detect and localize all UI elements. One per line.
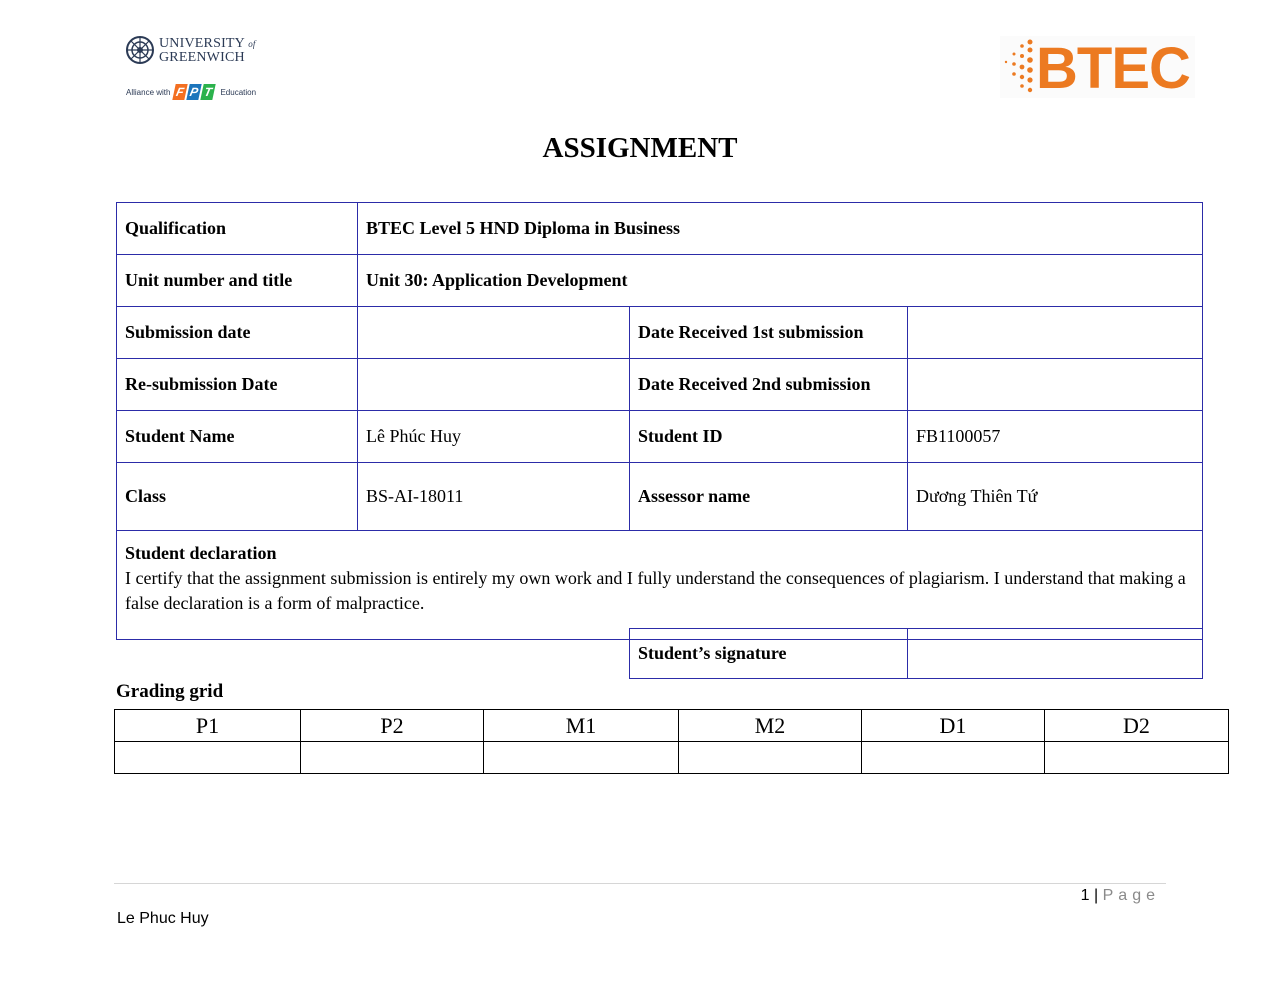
fpt-letter-t: T xyxy=(201,84,216,100)
grading-header-row xyxy=(115,710,1229,742)
signature-label: Student’s signature xyxy=(630,629,908,679)
student-name-label: Student Name xyxy=(117,411,358,463)
date-received-1st-value xyxy=(908,307,1203,359)
grading-grid-label: Grading grid xyxy=(116,681,224,702)
university-name-of: of xyxy=(248,38,256,49)
page-number-value: 1 xyxy=(1080,887,1090,904)
table-row xyxy=(630,629,1203,679)
date-received-2nd-label: Date Received 2nd submission xyxy=(630,359,908,411)
student-declaration-cell xyxy=(117,531,1203,640)
qualification-value: BTEC Level 5 HND Diploma in Business xyxy=(358,203,1203,255)
grade-header-m2: M2 xyxy=(679,710,862,742)
alliance-line xyxy=(126,84,256,100)
signature-value xyxy=(908,629,1203,679)
alliance-suffix: Education xyxy=(220,87,257,97)
date-received-2nd-value xyxy=(908,359,1203,411)
footer-author: Le Phuc Huy xyxy=(117,910,209,927)
qualification-label: Qualification xyxy=(117,203,358,255)
btec-wordmark: BTEC xyxy=(1036,36,1190,101)
submission-date-value xyxy=(358,307,630,359)
unit-label: Unit number and title xyxy=(117,255,358,307)
assessor-label: Assessor name xyxy=(630,463,908,531)
student-name-value: Lê Phúc Huy xyxy=(358,411,630,463)
document-title: ASSIGNMENT xyxy=(542,132,738,164)
fpt-logo xyxy=(174,84,216,100)
grade-value-m1 xyxy=(484,742,679,774)
grade-header-m1: M1 xyxy=(484,710,679,742)
table-row xyxy=(117,203,1203,255)
student-id-value: FB1100057 xyxy=(908,411,1203,463)
table-row xyxy=(117,411,1203,463)
declaration-title: Student declaration xyxy=(125,543,277,563)
table-row xyxy=(117,255,1203,307)
grading-grid-table xyxy=(114,709,1229,774)
university-logo xyxy=(126,36,266,106)
fpt-letter-f: F xyxy=(173,84,188,100)
class-label: Class xyxy=(117,463,358,531)
grade-value-m2 xyxy=(679,742,862,774)
submission-date-label: Submission date xyxy=(117,307,358,359)
page-word: Page xyxy=(1102,887,1160,904)
grade-value-d1 xyxy=(862,742,1045,774)
declaration-text: I certify that the assignment submission is entirely my own work and I fully understand the consequences of plagiarism. I understand that making a false declaration is a form of malpractice. xyxy=(125,568,1186,613)
btec-dots-icon xyxy=(1000,36,1036,98)
btec-logo xyxy=(1000,36,1195,101)
grade-header-d2: D2 xyxy=(1045,710,1229,742)
grade-value-p2 xyxy=(301,742,484,774)
university-crest-icon xyxy=(126,36,154,64)
date-received-1st-label: Date Received 1st submission xyxy=(630,307,908,359)
grade-header-p2: P2 xyxy=(301,710,484,742)
university-name-line1: UNIVERSITY xyxy=(159,35,245,51)
assessor-value: Dương Thiên Tứ xyxy=(908,463,1203,531)
table-row xyxy=(117,359,1203,411)
unit-value: Unit 30: Application Development xyxy=(358,255,1203,307)
signature-table xyxy=(629,628,1203,679)
page-number xyxy=(1000,887,1160,905)
fpt-letter-p: P xyxy=(187,84,202,100)
class-value: BS-AI-18011 xyxy=(358,463,630,531)
table-row xyxy=(117,463,1203,531)
student-id-label: Student ID xyxy=(630,411,908,463)
resubmission-date-label: Re-submission Date xyxy=(117,359,358,411)
grading-value-row xyxy=(115,742,1229,774)
assignment-info-table xyxy=(116,202,1203,640)
grade-header-p1: P1 xyxy=(115,710,301,742)
resubmission-date-value xyxy=(358,359,630,411)
alliance-prefix: Alliance with xyxy=(126,87,171,97)
page-number-separator: | xyxy=(1094,887,1099,904)
footer-divider xyxy=(114,883,1166,884)
grade-header-d1: D1 xyxy=(862,710,1045,742)
table-row xyxy=(117,531,1203,640)
table-row xyxy=(117,307,1203,359)
university-name-line2: GREENWICH xyxy=(159,49,245,65)
grade-value-d2 xyxy=(1045,742,1229,774)
grade-value-p1 xyxy=(115,742,301,774)
